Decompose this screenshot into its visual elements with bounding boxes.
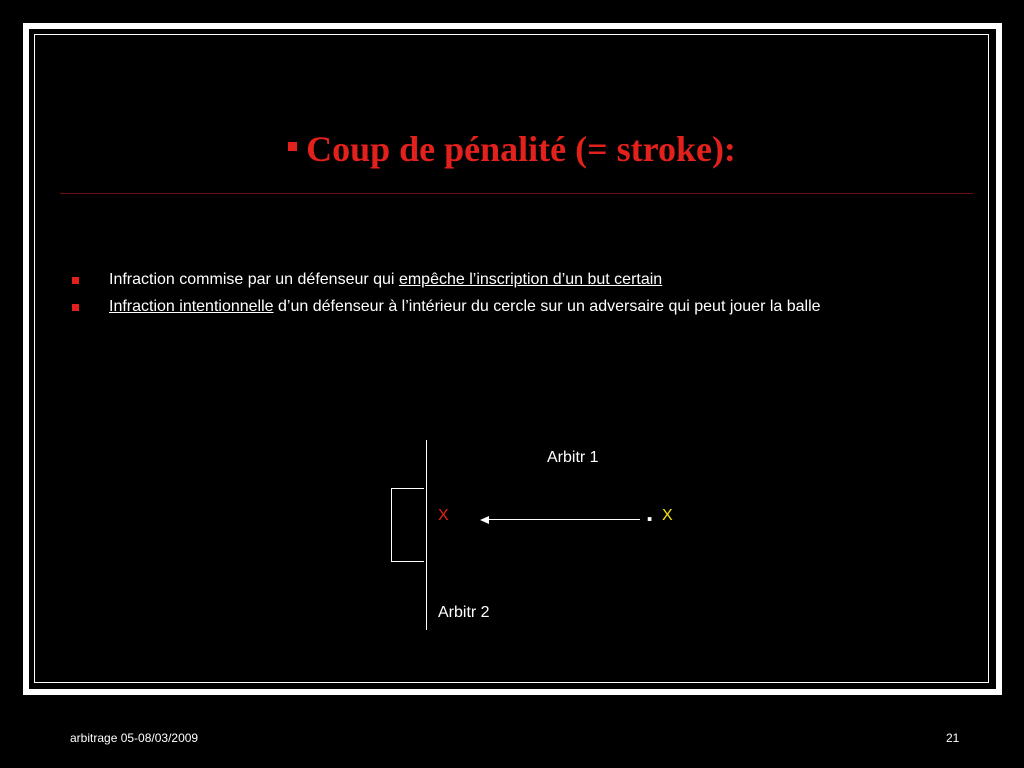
backline xyxy=(426,440,427,630)
attacker-mark: X xyxy=(662,507,673,524)
defender-mark: X xyxy=(438,507,449,524)
referee-1-label: Arbitr 1 xyxy=(547,449,599,466)
bullet-text-pre: Infraction commise par un défenseur qui xyxy=(109,271,399,288)
arrow-left-icon xyxy=(480,516,489,524)
bullet-list xyxy=(72,268,892,322)
slide-title xyxy=(0,128,1024,170)
ball-dot: . xyxy=(646,497,654,527)
bullet-item xyxy=(72,295,892,318)
page-number: 21 xyxy=(946,731,960,745)
footer-text: arbitrage 05-08/03/2009 xyxy=(70,731,199,745)
goal-bottom-line xyxy=(391,561,424,562)
bullet-text-post: d’un défenseur à l’intérieur du cercle sur un adversaire qui peut jouer la balle xyxy=(273,298,821,315)
slide-title-text: Coup de pénalité (= stroke): xyxy=(306,129,736,169)
bullet-item xyxy=(72,268,892,291)
square-bullet-icon xyxy=(72,277,79,284)
square-bullet-icon xyxy=(288,142,297,151)
bullet-text-underlined: Infraction intentionnelle xyxy=(109,298,274,315)
bullet-text-underlined: empêche l’inscription d’un but certain xyxy=(398,271,663,288)
referee-2-label: Arbitr 2 xyxy=(438,604,490,621)
goal-top-line xyxy=(391,488,424,489)
title-divider xyxy=(60,193,973,194)
goal-back-line xyxy=(391,488,392,561)
square-bullet-icon xyxy=(72,304,79,311)
ball-path-arrow-line xyxy=(487,519,640,520)
